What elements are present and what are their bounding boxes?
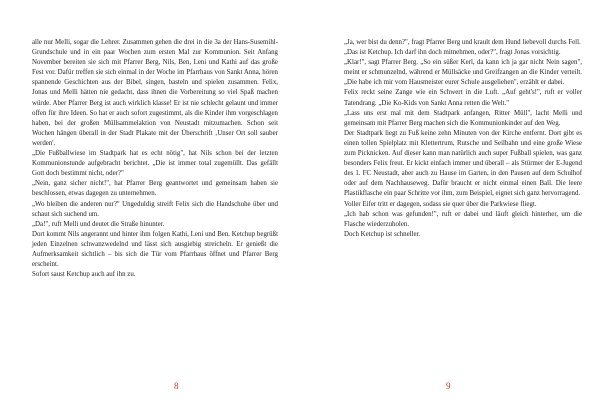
paragraph: „Ja, wer bist du denn?", fragt Pfarrer Berg und krault dem Hund liebevoll durchs Fell. [344, 39, 581, 46]
paragraph: „Lass uns erst mal mit dem Stadtpark anfangen, Ritter Müll", lacht Melli und gemeinsam mit Pfarrer Berg machen sich die Kommunionkinder auf den Weg. [344, 109, 582, 127]
paragraph: Sofort saust Ketchup auch auf ihn zu. [32, 271, 136, 279]
paragraph: alle nur Melli, sogar die Lehrer. Zusammen gehen die drei in die 3a der Hans-Susemihl-Grundschule und in ein paar Wochen zum ersten Mal zur Kommunion. Seit Anfang November bereiten sie sich mit Pfarrer Berg, Nils, Ben, Leni und Kathi auf das große Fest vor. Dafür treffen sie sich einmal in der Woche im Pfarrhaus von Sankt Anna, hören spannende Geschichten aus der Bibel, singen, basteln und spielen zusammen. Felix, Jonas und Melli hätten nie gedacht, dass ihnen die Vorbereitung so viel Spaß machen würde. Aber Pfarrer Berg ist auch wirklich klasse! Er ist nie schlecht gelaunt und immer offen für ihre Ideen. So hat er auch sofort zugestimmt, als die Kinder ihm vorgeschlagen haben, bei der großen Müllsammelaktion von Neustadt mitzumachen. Schon seit Wochen hängen überall in der Stadt Plakate mit der Überschrift ‚Unser Ort soll sauber werden'. [32, 39, 278, 147]
paragraph: Der Stadtpark liegt zu Fuß keine zehn Minuten von der Kirche entfernt. Dort gibt es einen tollen Spielplatz mit Klettertrum, Rutsche und Seilbahn und eine große Wiese zum Picknicken. Auf dieser kann man natürlich auch super Fußball spielen, was ganz besonders Felix freut. Er kickt einfach immer und überall – als Stürmer der E-Jugend des 1. FC Neustadt, aber auch zu Hause im Garten, in den Pausen auf dem Schulhof oder auf dem Nachhauseweg. Dafür braucht er nicht einmal einen Ball. Die leere Plastikflasche ein paar Schritte vor ihm, zum Beispiel, eignet sich ganz hervorragend. [344, 129, 582, 198]
paragraph: „Nein, ganz sicher nicht!", hat Pfarrer Berg geantwortet und gemeinsam haben sie beschlossen, etwas dagegen zu unternehmen. [32, 180, 278, 198]
paragraph: „Klar!", sagt Pfarrer Berg. „So ein süßer Kerl, da kann ich ja gar nicht Nein sagen", meint er schmunzelnd, während er Müllsäcke und Greifzangen an die Kinder verteilt. „Die habe ich mir vom Hausmeister eurer Schule ausgeliehen", erzählt er dabei. [344, 59, 582, 87]
paragraph: Voller Eifer tritt er dagegen, sodass sie quer über die Parkwiese fliegt. [344, 200, 537, 208]
right-page [344, 38, 582, 240]
paragraph: Felix reckt seine Zange wie ein Schwert in die Luft. „Auf geht's!", ruft er voller Tatendrang. „Die Ko-Kids von Sankt Anna retten die Welt." [344, 89, 582, 107]
paragraph: „Das ist Ketchup. Ich darf ihn doch mitnehmen, oder?", fragt Jonas vorsichtig. [344, 49, 561, 57]
left-page [32, 38, 278, 280]
page-number-right: 9 [446, 381, 451, 391]
paragraph: „Wo bleiben die anderen nur?" Ungeduldig streift Felix sich die Handschuhe über und schaut sich suchend um. [32, 200, 278, 218]
paragraph: Doch Ketchup ist schneller. [344, 230, 421, 238]
paragraph: „Da!", ruft Melli und deutet die Straße hinunter. [32, 220, 165, 228]
paragraph: „Ich hab schon was gefunden!", ruft er dabei und läuft gleich hinterher, um die Flasche wiederzuholen. [344, 210, 582, 228]
paragraph: Dort kommt Nils angerannt und hinter ihm folgen Kathi, Leni und Ben. Ketchup begrüßt jeden Einzelnen schwanzwedelnd und lässt sich ausgiebig streicheln. Er genießt die Aufmerksamkeit sichtlich – bis sich die Tür vom Pfarrhaus öffnet und Pfarrer Berg erscheint. [32, 230, 278, 269]
page-number-left: 8 [174, 381, 179, 391]
paragraph: „Die Fußballwiese im Stadtpark hat es echt nötig", hat Nils schon bei der letzten Kommunionstunde aufgebracht berichtet. „Die ist immer total zugemüllt. Das gefällt Gott doch bestimmt nicht, oder?" [32, 150, 278, 178]
